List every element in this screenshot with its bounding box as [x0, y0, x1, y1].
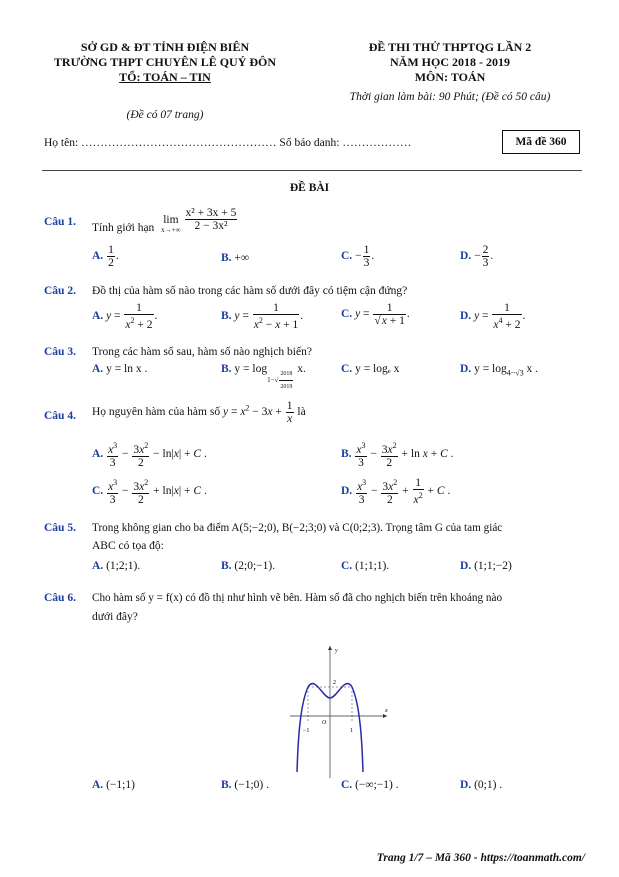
- subject: MÔN: TOÁN: [414, 70, 486, 84]
- svg-text:2: 2: [333, 680, 336, 686]
- q5-option-b[interactable]: B. (2;0;−1).: [221, 560, 276, 572]
- page-footer: Trang 1/7 – Mã 360 - https://toanmath.com/: [376, 852, 585, 864]
- q3-option-d[interactable]: D. $y = \log_{4-√3} x$ .: [460, 363, 539, 378]
- q5-option-c[interactable]: C. (1;1;1).: [341, 560, 390, 572]
- exam-title: ĐỀ THI THỬ THPTQG LẦN 2: [368, 40, 532, 54]
- svg-text:x: x: [385, 708, 388, 714]
- q4-text: Họ nguyên hàm của hàm số $y = x^2 - 3x$ + $\frac{1}{x}$ là: [92, 400, 306, 425]
- duration-note: Thời gian làm bài: 90 Phút; (Đề có 50 câu): [349, 91, 551, 103]
- school-name: TRƯỜNG THPT CHUYÊN LÊ QUÝ ĐÔN: [53, 55, 277, 69]
- q5-option-d[interactable]: D. (1;1;−2): [460, 560, 512, 572]
- svg-text:1: 1: [350, 728, 353, 734]
- page-count-note: (Đề có 07 trang): [126, 109, 204, 121]
- q2-number: Câu 2.: [44, 285, 76, 297]
- svg-text:−1: −1: [303, 728, 310, 734]
- q6-text-line2: dưới đây?: [92, 611, 138, 623]
- q3-option-c[interactable]: C. y = logₑ x: [341, 363, 400, 375]
- q5-text-line2: ABC có tọa độ:: [92, 540, 164, 552]
- school-year: NĂM HỌC 2018 - 2019: [390, 55, 510, 69]
- q6-option-c[interactable]: C. (−∞;−1) .: [341, 779, 399, 791]
- q6-option-b[interactable]: B. (−1;0) .: [221, 779, 270, 791]
- q6-function-graph: [285, 640, 395, 780]
- q4-option-c[interactable]: C. $\frac{x^3}{3}$ − $\frac{3x^2}{2}$ + ln|x| + C .: [92, 478, 207, 506]
- q4-option-b[interactable]: B. $\frac{x^3}{3}$ − $\frac{3x^2}{2}$ + ln x + C .: [341, 441, 454, 469]
- header-divider: [42, 170, 582, 171]
- q2-option-d[interactable]: D. y = $\frac{1}{x^4 + 2}$ .: [460, 302, 526, 331]
- exam-code-box: Mã đề 360: [502, 130, 580, 154]
- q6-number: Câu 6.: [44, 592, 76, 604]
- q1-option-d[interactable]: D. − $\frac{2}{3}$ .: [460, 244, 494, 269]
- q4-option-d[interactable]: D. $\frac{x^3}{3}$ − $\frac{3x^2}{2}$ + $\frac{1}{x^2}$ + C .: [341, 477, 451, 506]
- q4-option-a[interactable]: A. $\frac{x^3}{3}$ − $\frac{3x^2}{2}$ − ln|x| + C .: [92, 441, 207, 469]
- q2-option-c[interactable]: C. y = $\frac{1}{√x + 1}$ .: [341, 302, 410, 327]
- school-department: SỞ GD & ĐT TỈNH ĐIỆN BIÊN: [80, 40, 250, 54]
- q2-option-b[interactable]: B. y = $\frac{1}{x^2 - x + 1}$ .: [221, 302, 304, 331]
- q5-number: Câu 5.: [44, 522, 76, 534]
- q2-text: Đồ thị của hàm số nào trong các hàm số dưới đây có tiệm cận đứng?: [92, 285, 408, 297]
- q5-text-line1: Trong không gian cho ba điểm A(5;−2;0), B(−2;3;0) và C(0;2;3). Trọng tâm G của tam giác: [92, 522, 503, 534]
- q1-option-a[interactable]: A. $\frac{1}{2}$ .: [92, 244, 119, 269]
- q3-option-b[interactable]: B. y = log1−√ $\frac{2018}{2019}$ x.: [221, 363, 306, 390]
- q3-text: Trong các hàm số sau, hàm số nào nghịch biến?: [92, 346, 312, 358]
- q6-option-d[interactable]: D. (0;1) .: [460, 779, 503, 791]
- school-group: TỔ: TOÁN – TIN: [119, 70, 211, 84]
- svg-text:y: y: [335, 648, 338, 654]
- q4-number: Câu 4.: [44, 410, 76, 422]
- q1-number: Câu 1.: [44, 216, 76, 228]
- section-title: ĐỀ BÀI: [289, 182, 330, 194]
- q1-text: Tính giới hạn lim x→+∞ $\frac{\text{x² + 3x + 5}}{\text{2 − 3x²}}$: [92, 207, 237, 235]
- q5-option-a[interactable]: A. (1;2;1).: [92, 560, 141, 572]
- q2-option-a[interactable]: A. y = $\frac{1}{x^2 + 2}$ .: [92, 302, 158, 331]
- name-line: Họ tên: …………………………………………… Số báo danh: ………………: [44, 137, 412, 149]
- q3-option-a[interactable]: A. y = ln x .: [92, 363, 148, 375]
- q1-option-c[interactable]: C. − $\frac{1}{3}$ .: [341, 244, 375, 269]
- q6-text-line1: Cho hàm số y = f(x) có đồ thị như hình vẽ bên. Hàm số đã cho nghịch biến trên khoảng nào: [92, 592, 503, 604]
- q1-option-b[interactable]: B. +∞: [221, 252, 250, 264]
- q6-option-a[interactable]: A. (−1;1): [92, 779, 135, 791]
- svg-text:O: O: [322, 720, 327, 726]
- q3-number: Câu 3.: [44, 346, 76, 358]
